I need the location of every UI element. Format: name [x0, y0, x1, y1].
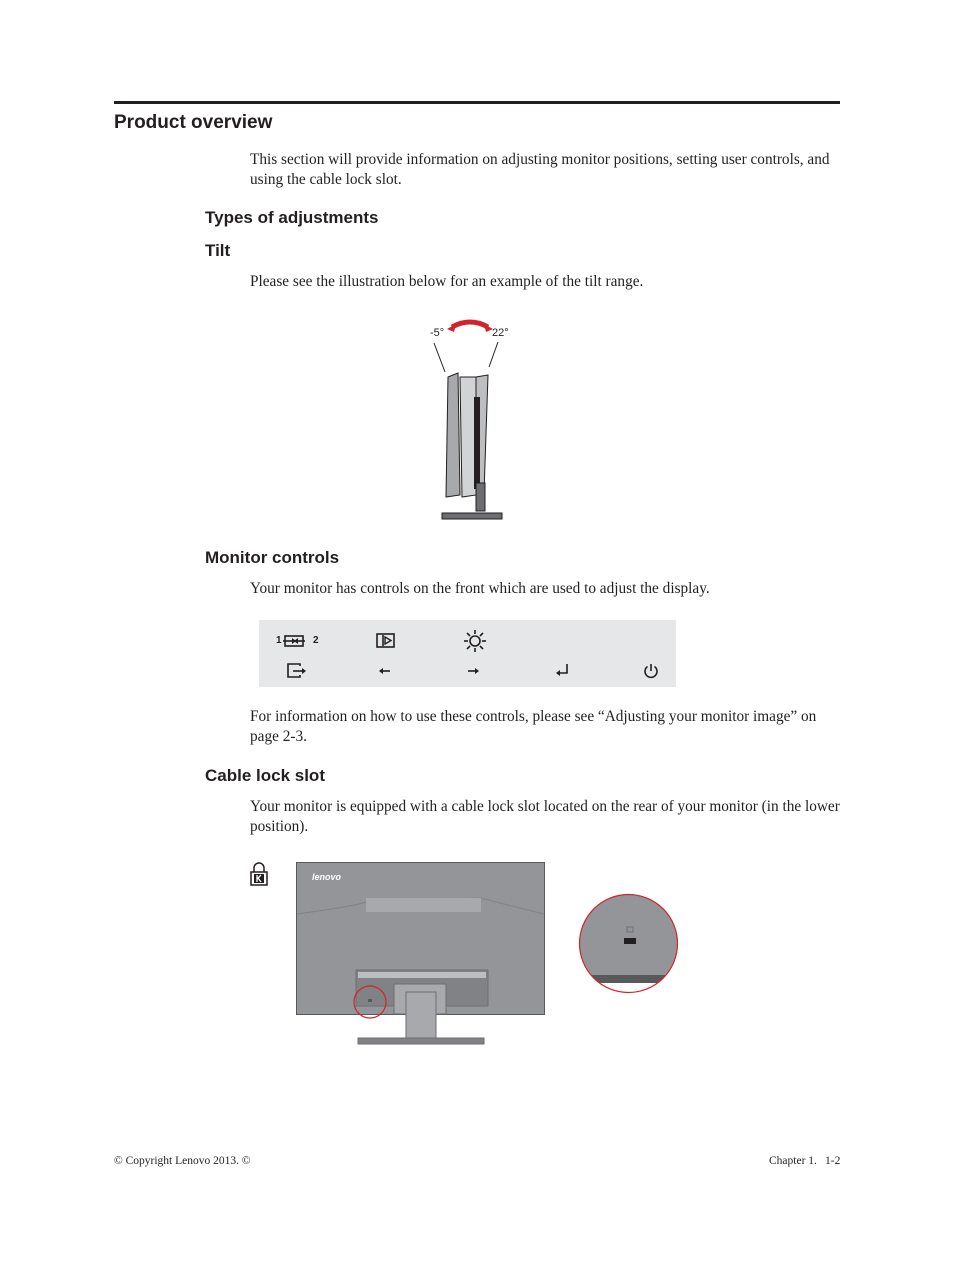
controls-heading: Monitor controls	[205, 548, 340, 567]
brightness-icon[interactable]	[463, 629, 487, 653]
input-label-1: 1	[276, 635, 282, 646]
intro-paragraph: This section will provide information on adjusting monitor positions, setting user controls, and using the cable lock slot.	[250, 151, 830, 188]
brand-logo: lenovo	[312, 872, 342, 882]
adjustments-heading: Types of adjustments	[205, 208, 379, 227]
enter-icon[interactable]	[554, 662, 570, 680]
right-arrow-icon[interactable]	[466, 664, 480, 678]
section-rule	[114, 101, 840, 104]
left-arrow-icon[interactable]	[378, 664, 392, 678]
image-setup-icon[interactable]	[375, 631, 397, 651]
kensington-lock-icon	[249, 861, 269, 887]
footer-page-number: 1-2	[825, 1155, 841, 1167]
tilt-min-label: -5°	[430, 327, 445, 339]
exit-icon[interactable]	[286, 662, 308, 680]
footer-chapter: Chapter 1.	[769, 1155, 817, 1167]
controls-paragraph: Your monitor has controls on the front which are used to adjust the display.	[250, 580, 710, 597]
power-icon[interactable]	[642, 662, 660, 680]
cable-lock-heading: Cable lock slot	[205, 766, 325, 785]
tilt-paragraph: Please see the illustration below for an example of the tilt range.	[250, 273, 644, 290]
controls-followup: For information on how to use these controls, please see “Adjusting your monitor image” on page 2-3.	[250, 708, 817, 745]
input-label-2: 2	[313, 635, 319, 646]
cable-lock-zoom	[578, 893, 679, 994]
monitor-rear-illustration	[296, 862, 546, 1047]
footer-copyright: © Copyright Lenovo 2013. ©	[114, 1155, 251, 1167]
control-panel	[259, 620, 676, 687]
cable-lock-paragraph: Your monitor is equipped with a cable lock slot located on the rear of your monitor (in the lower position).	[250, 798, 840, 835]
page-title: Product overview	[114, 112, 273, 133]
tilt-heading: Tilt	[205, 241, 231, 260]
tilt-max-label: 22°	[492, 327, 509, 339]
tilt-illustration	[420, 315, 530, 530]
